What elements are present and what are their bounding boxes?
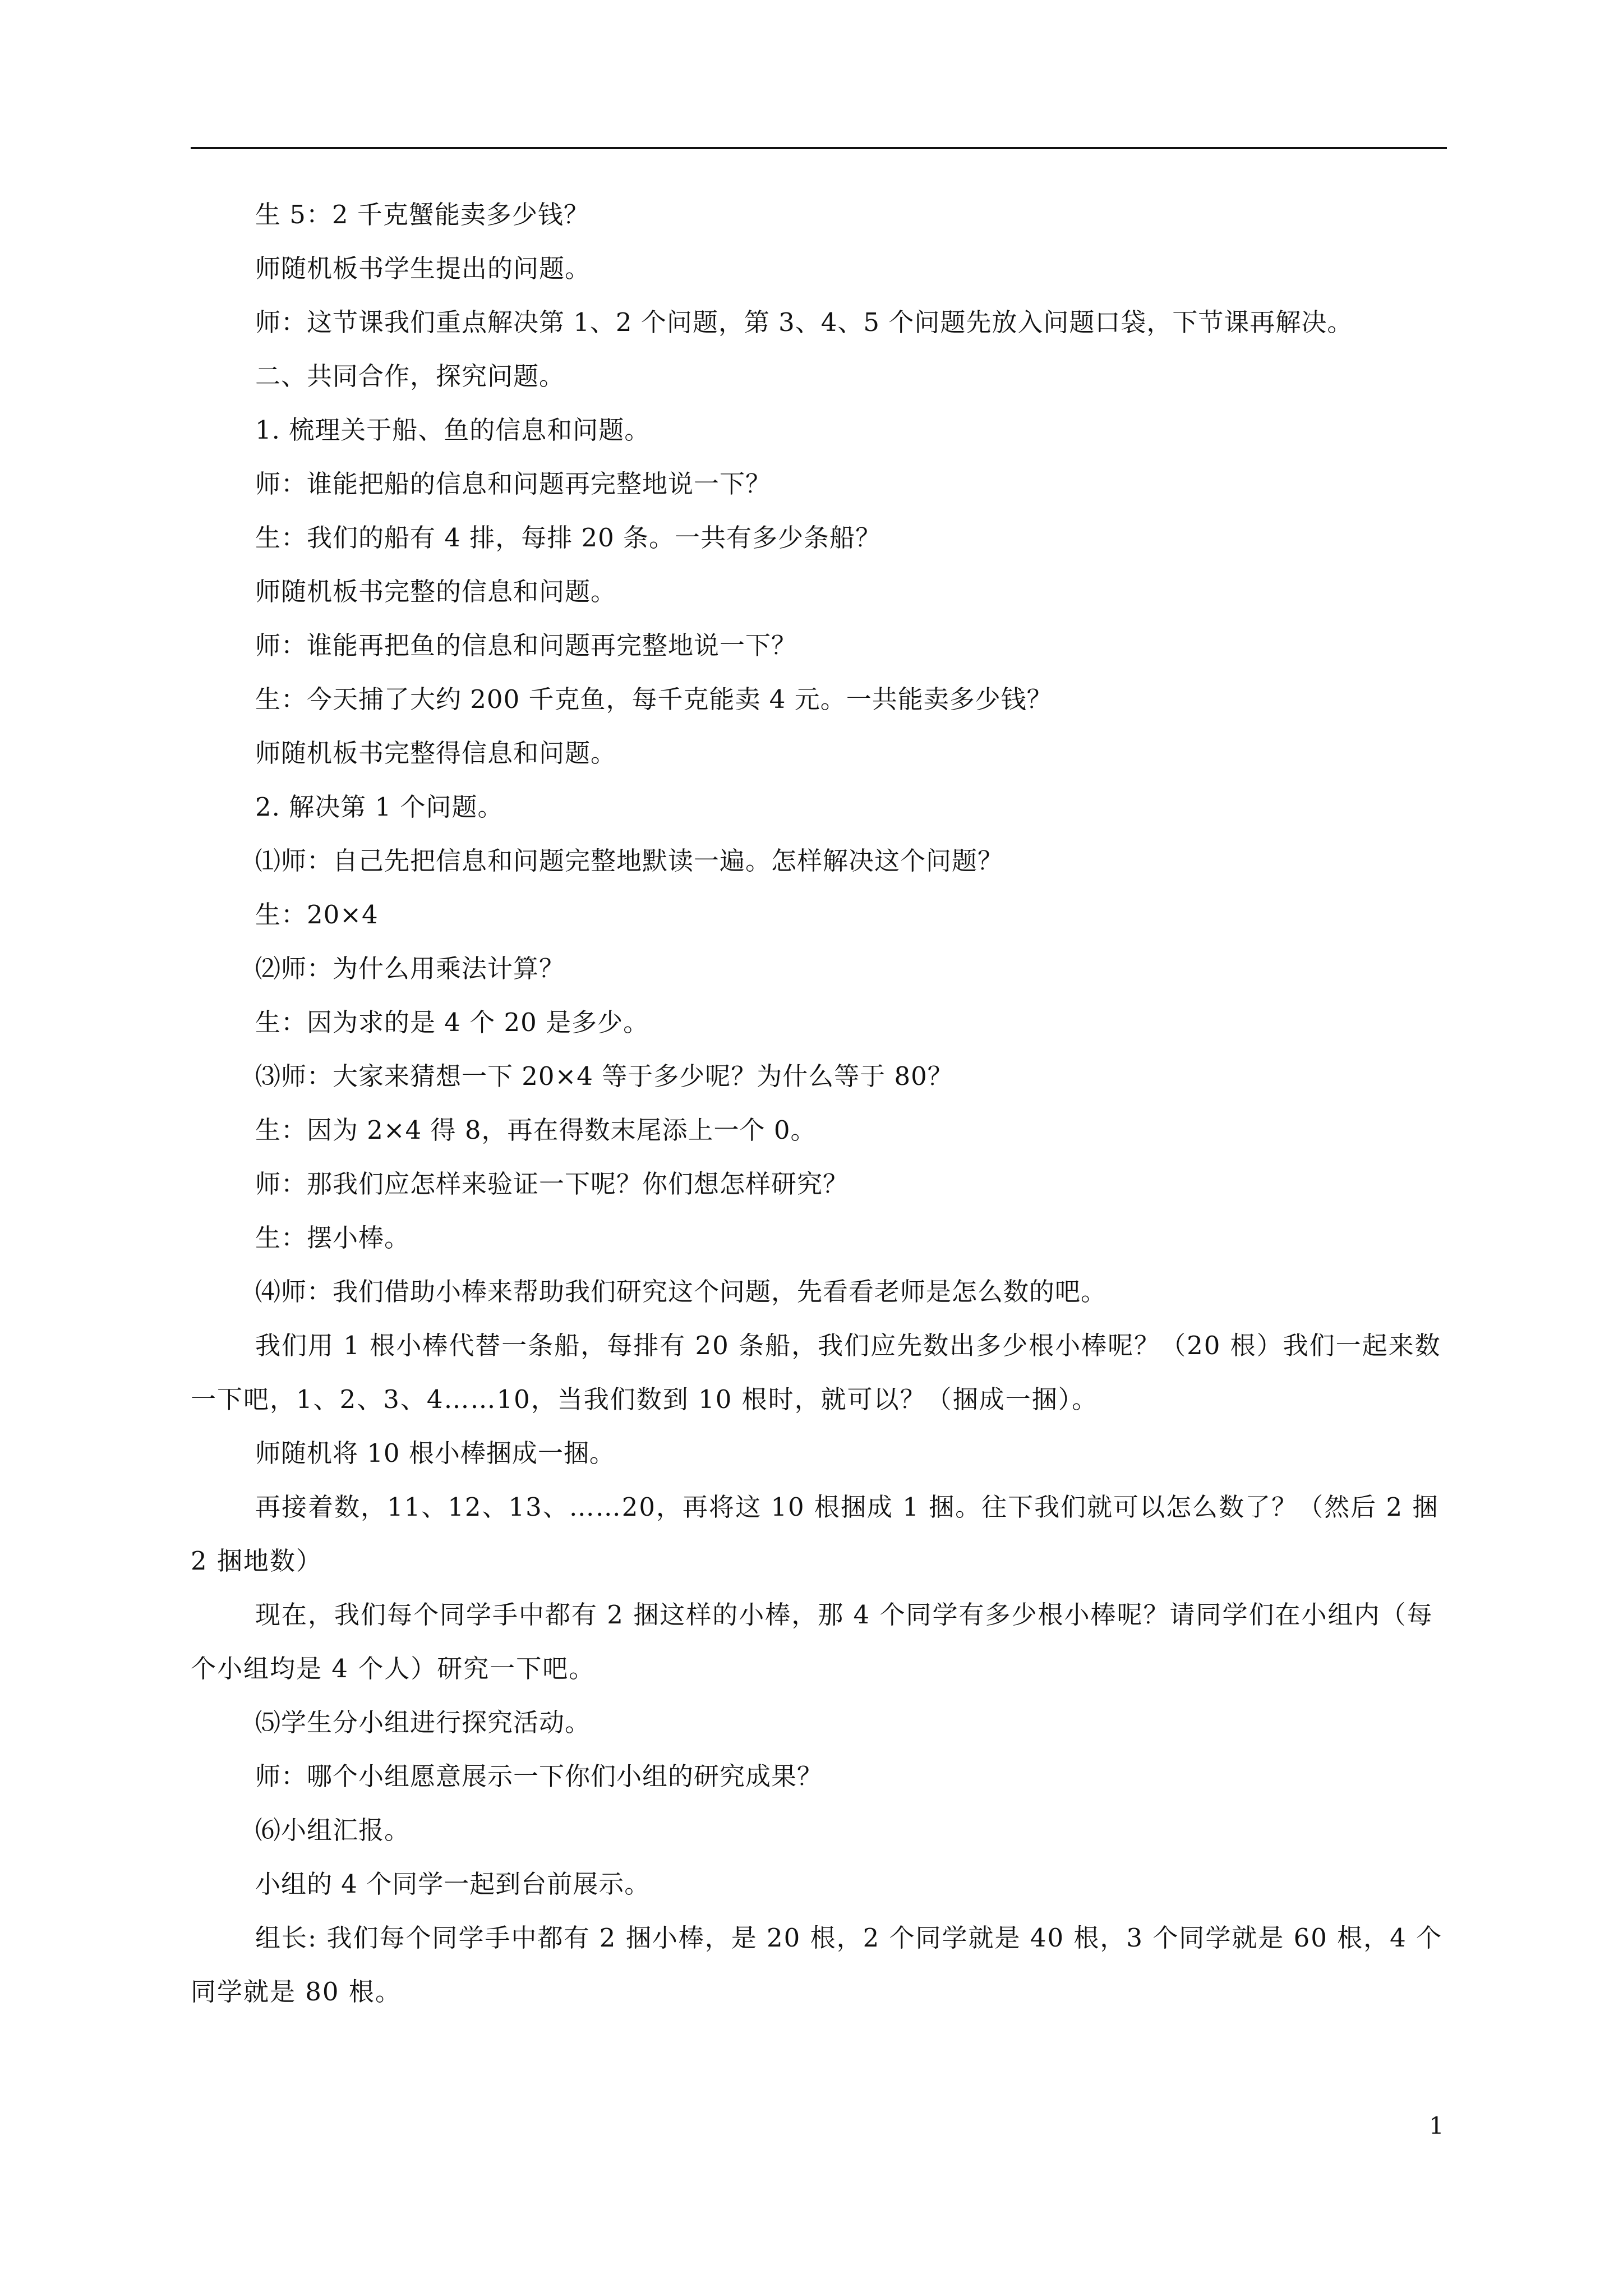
paragraph: ⑵师：为什么用乘法计算？	[255, 954, 565, 983]
subsection-heading: 2. 解决第 1 个问题。	[255, 792, 504, 822]
paragraph: 师：这节课我们重点解决第 1、2 个问题，第 3、4、5 个问题先放入问题口袋，下节课再解决。	[255, 307, 1353, 337]
document-body	[191, 188, 1447, 2019]
paragraph: 师：谁能再把鱼的信息和问题再完整地说一下？	[255, 631, 797, 660]
paragraph: 生：20×4	[255, 900, 379, 930]
paragraph: 再接着数，11、12、13、……20，再将这 10 根捆成 1 捆。往下我们就可以怎么数了？（然后 2 捆 2 捆地数）	[191, 1492, 1439, 1576]
section-heading: 二、共同合作，探究问题。	[255, 361, 565, 391]
paragraph: 组长: 我们每个同学手中都有 2 捆小棒，是 20 根，2 个同学就是 40 根，3 个同学就是 60 根，4 个同学就是 80 根。	[191, 1923, 1443, 2007]
paragraph: 师：谁能把船的信息和问题再完整地说一下？	[255, 469, 772, 499]
paragraph: 师：哪个小组愿意展示一下你们小组的研究成果？	[255, 1761, 823, 1791]
paragraph: 生：今天捕了大约 200 千克鱼，每千克能卖 4 元。一共能卖多少钱？	[255, 684, 1053, 714]
paragraph: 师随机板书完整得信息和问题。	[255, 738, 617, 768]
paragraph: 小组的 4 个同学一起到台前展示。	[255, 1869, 651, 1899]
paragraph: 师：那我们应怎样来验证一下呢？你们想怎样研究？	[255, 1169, 849, 1199]
paragraph: 现在，我们每个同学手中都有 2 捆这样的小棒，那 4 个同学有多少根小棒呢？请同学们在小组内（每个小组均是 4 个人）研究一下吧。	[191, 1600, 1433, 1683]
paragraph: 生：摆小棒。	[255, 1223, 411, 1253]
paragraph: 师随机板书学生提出的问题。	[255, 254, 591, 283]
paragraph: 师随机板书完整的信息和问题。	[255, 577, 617, 606]
paragraph: ⑷师：我们借助小棒来帮助我们研究这个问题，先看看老师是怎么数的吧。	[255, 1277, 1107, 1306]
header-rule	[191, 147, 1447, 149]
paragraph: 生：因为求的是 4 个 20 是多少。	[255, 1007, 649, 1037]
paragraph: 师随机将 10 根小棒捆成一捆。	[255, 1438, 615, 1468]
paragraph: ⑶师：大家来猜想一下 20×4 等于多少呢？为什么等于 80？	[255, 1061, 953, 1091]
paragraph: ⑹小组汇报。	[255, 1815, 411, 1845]
subsection-heading: 1. 梳理关于船、鱼的信息和问题。	[255, 415, 651, 445]
paragraph: 我们用 1 根小棒代替一条船，每排有 20 条船，我们应先数出多少根小棒呢？（20 根）我们一起来数一下吧，1、2、3、4……10，当我们数到 10 根时，就可以？（捆成一捆）。	[191, 1331, 1441, 1414]
paragraph: ⑸学生分小组进行探究活动。	[255, 1708, 591, 1737]
paragraph: 生：因为 2×4 得 8，再在得数末尾添上一个 0。	[255, 1115, 817, 1145]
page-number: 1	[1429, 2112, 1444, 2139]
paragraph: ⑴师：自己先把信息和问题完整地默读一遍。怎样解决这个问题？	[255, 846, 1004, 876]
paragraph: 生 5：2 千克蟹能卖多少钱？	[255, 200, 589, 229]
paragraph: 生：我们的船有 4 排，每排 20 条。一共有多少条船？	[255, 523, 882, 553]
